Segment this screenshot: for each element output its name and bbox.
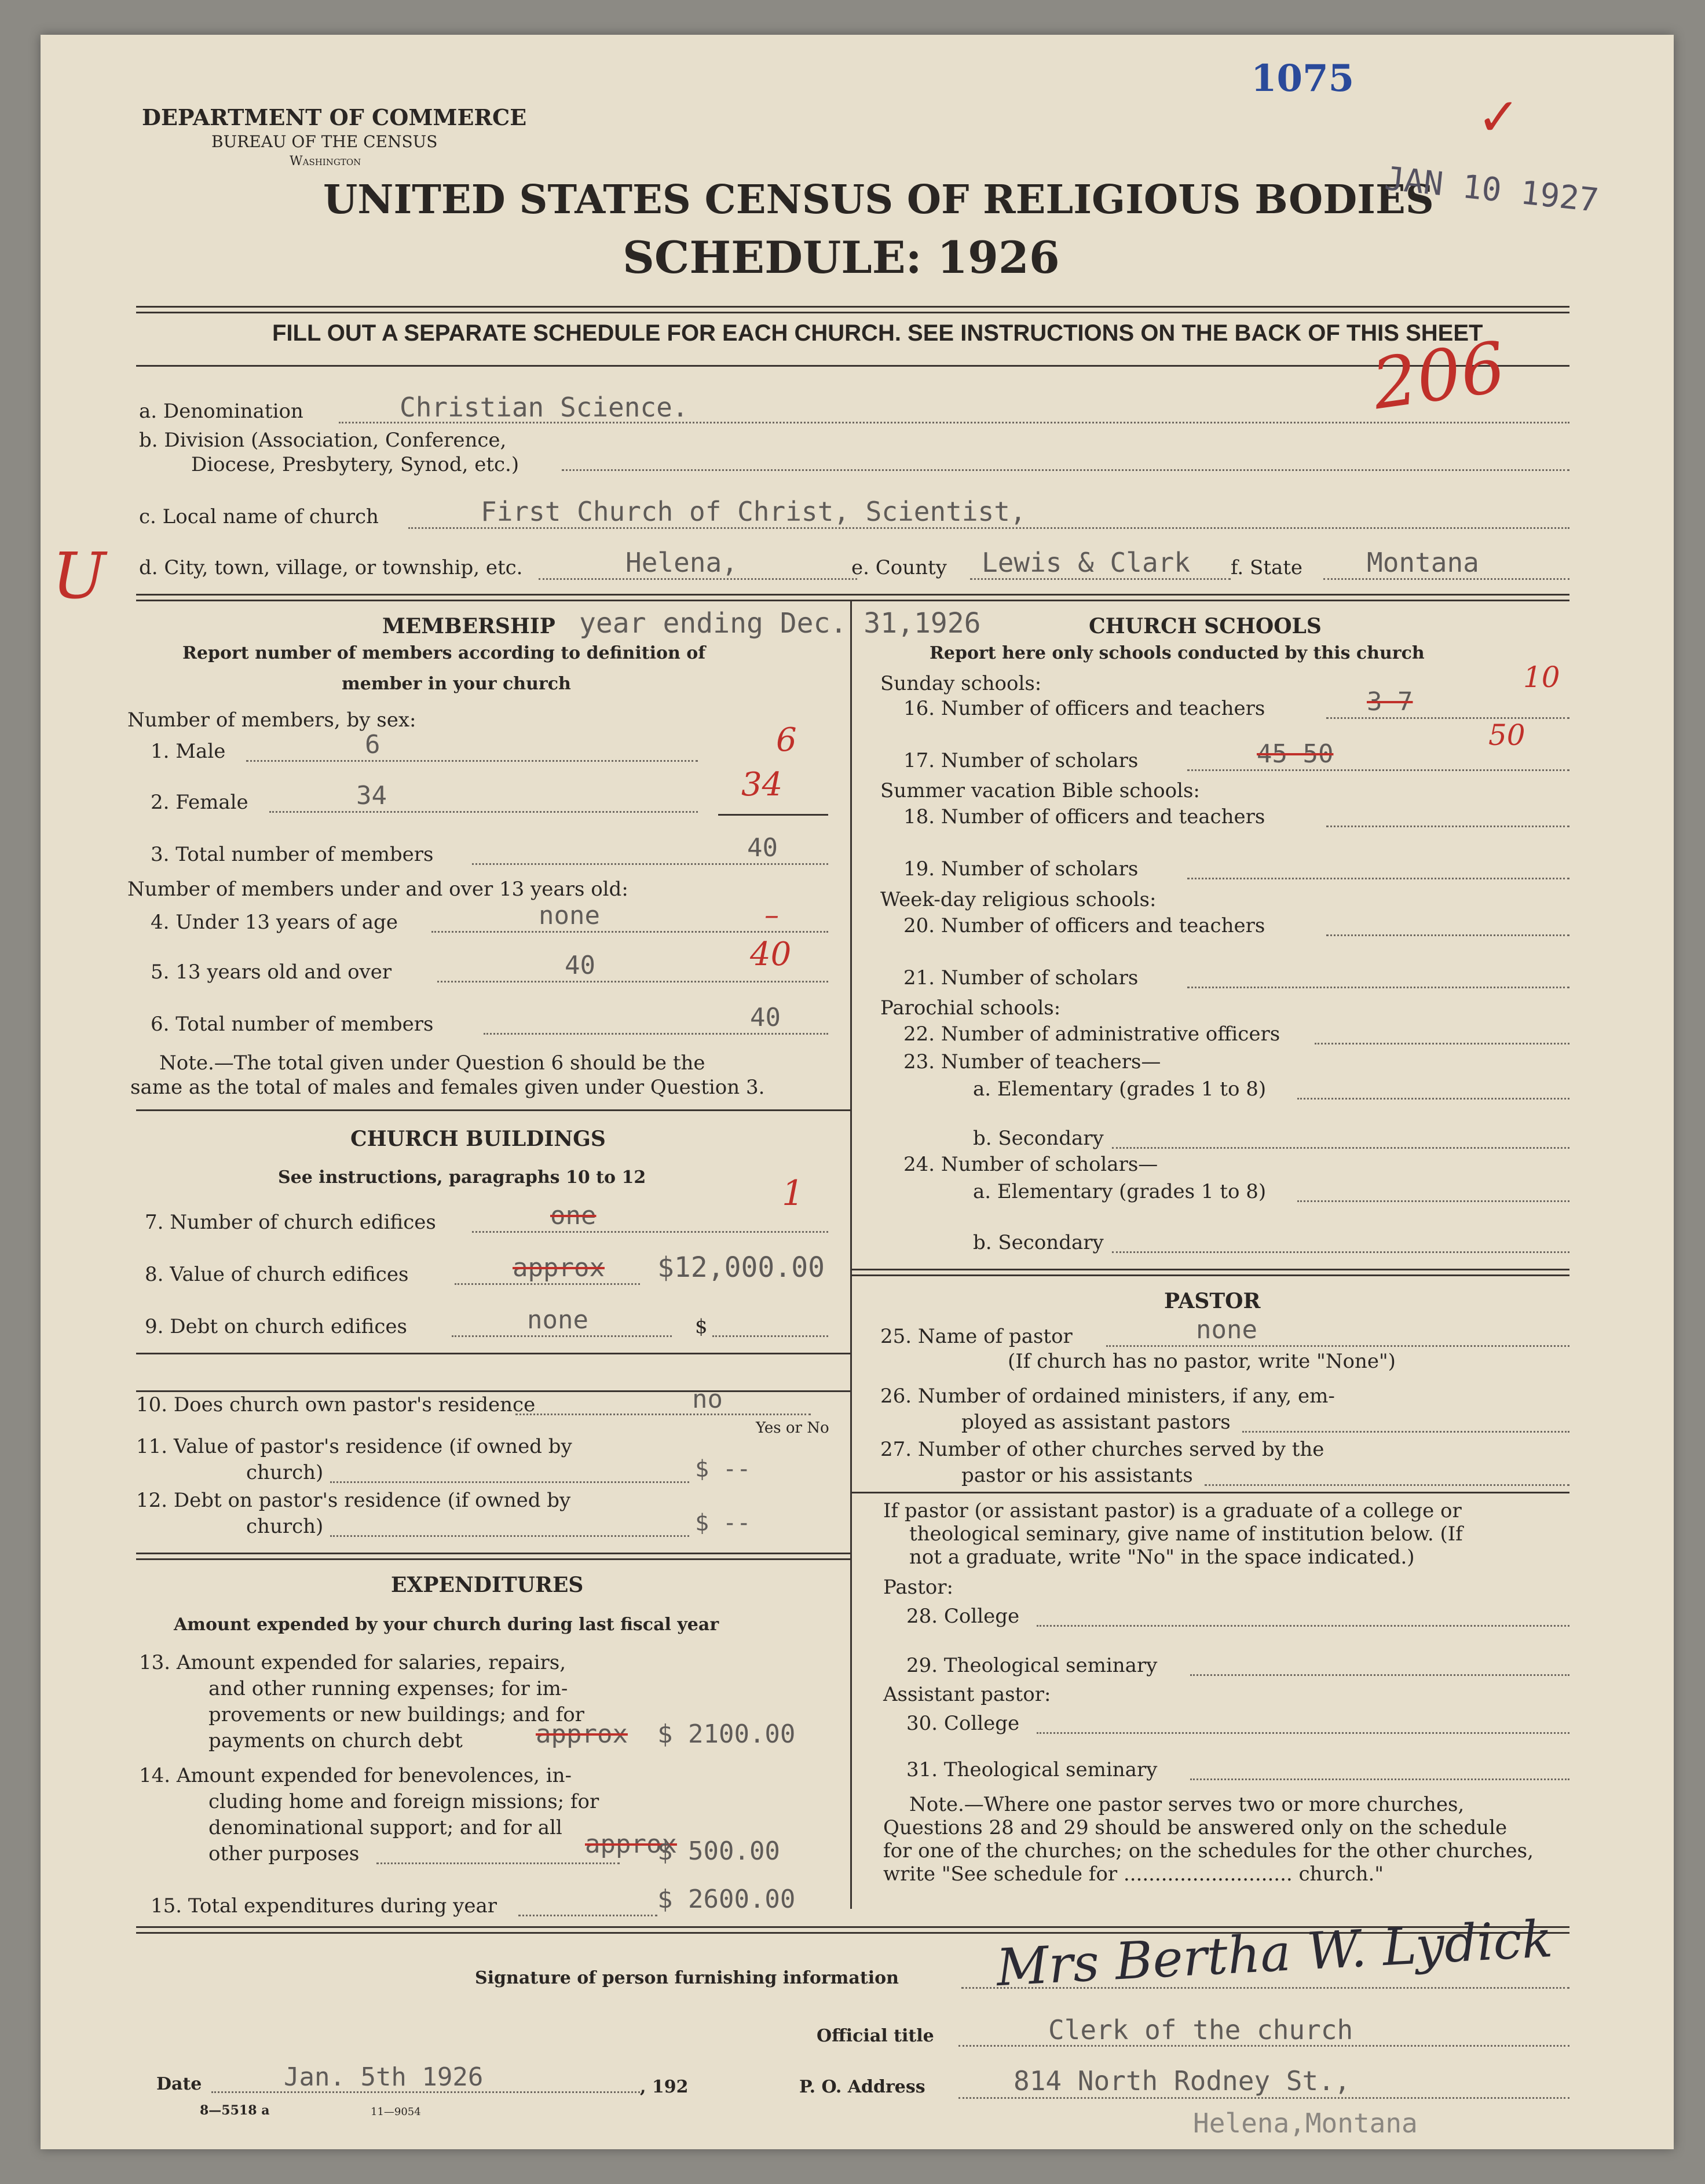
q25-label: 25. Name of pastor <box>880 1325 1073 1348</box>
graduate-note-3: not a graduate, write "No" in the space indicated.) <box>909 1546 1415 1569</box>
q23b-label: b. Secondary <box>973 1127 1104 1150</box>
q27-label: 27. Number of other churches served by the <box>880 1438 1325 1461</box>
pastor-title: PASTOR <box>1164 1289 1261 1313</box>
q10-hint: Yes or No <box>756 1419 829 1437</box>
q26-label: 26. Number of ordained ministers, if any, em- <box>880 1385 1335 1408</box>
official-title-value: Clerk of the church <box>1048 2014 1353 2046</box>
graduate-note-1: If pastor (or assistant pastor) is a graduate of a college or <box>883 1499 1462 1522</box>
q8-label: 8. Value of church edifices <box>145 1263 409 1286</box>
q15-value: $ 2600.00 <box>657 1884 796 1914</box>
q16-typed: 3 7 <box>1367 687 1413 717</box>
handwritten-code: 206 <box>1367 327 1510 426</box>
date-suffix: , 192 <box>640 2077 689 2097</box>
q25-typed: none <box>1196 1315 1257 1345</box>
schedule-year: SCHEDULE: 1926 <box>623 232 1060 283</box>
q7-hand: 1 <box>782 1173 804 1214</box>
q13-label: 13. Amount expended for salaries, repairs, <box>139 1651 566 1674</box>
local-name-label: c. Local name of church <box>139 505 379 528</box>
q11-value: $ -- <box>695 1456 751 1482</box>
bureau-label: BUREAU OF THE CENSUS <box>211 132 438 151</box>
q9-typed: none <box>527 1305 588 1335</box>
q23a-label: a. Elementary (grades 1 to 8) <box>973 1078 1267 1101</box>
q10-typed: no <box>692 1385 723 1414</box>
margin-mark: U <box>52 539 106 613</box>
denomination-label: a. Denomination <box>139 400 303 423</box>
q25-hint: (If church has no pastor, write "None") <box>1008 1350 1396 1373</box>
q1-typed: 6 <box>365 730 380 759</box>
q15-label: 15. Total expenditures during year <box>151 1894 497 1918</box>
membership-note-2: same as the total of males and females given under Question 3. <box>130 1076 765 1099</box>
q5-hand: 40 <box>750 936 792 973</box>
membership-note-1: Note.—The total given under Question 6 should be the <box>159 1051 705 1075</box>
q9-dollar: $ <box>695 1315 708 1338</box>
department-label: DEPARTMENT OF COMMERCE <box>142 104 527 130</box>
schedule-number: 1075 <box>1251 57 1355 100</box>
po-address-label: P. O. Address <box>799 2077 925 2097</box>
buildings-title: CHURCH BUILDINGS <box>350 1127 606 1151</box>
received-date-stamp: JAN 10 1927 <box>1382 159 1601 220</box>
q12-label: 12. Debt on pastor's residence (if owned by <box>136 1489 571 1512</box>
pastor-note-2: Questions 28 and 29 should be answered only on the schedule <box>883 1816 1508 1839</box>
q13-label-3: provements or new buildings; and for <box>208 1703 584 1726</box>
signature: Mrs Bertha W. Lydick <box>994 1908 1554 1998</box>
city-field-label: d. City, town, village, or township, etc. <box>139 556 523 579</box>
q6-typed: 40 <box>750 1003 781 1032</box>
q6-label: 6. Total number of members <box>151 1013 434 1036</box>
q2-typed: 34 <box>356 781 387 810</box>
q26-label-2: ployed as assistant pastors <box>961 1411 1231 1434</box>
q4-label: 4. Under 13 years of age <box>151 911 398 934</box>
q21-label: 21. Number of scholars <box>903 966 1139 989</box>
state-label: f. State <box>1231 556 1302 579</box>
membership-title: MEMBERSHIP <box>382 614 555 638</box>
asst-head: Assistant pastor: <box>883 1683 1051 1706</box>
q7-label: 7. Number of church edifices <box>145 1211 436 1234</box>
city-label: Washington <box>290 154 361 169</box>
q13-typed: approx <box>536 1719 628 1749</box>
q3-label: 3. Total number of members <box>151 843 434 866</box>
q12-label-2: church) <box>246 1515 324 1538</box>
q3-typed: 40 <box>747 833 778 863</box>
schools-sub: Report here only schools conducted by this church <box>930 643 1425 663</box>
q14-typed: approx <box>585 1829 677 1859</box>
pastor-note-3: for one of the churches; on the schedules for the other churches, <box>883 1839 1534 1862</box>
q12-value: $ -- <box>695 1510 751 1536</box>
q5-label: 5. 13 years old and over <box>151 960 392 984</box>
q1-hand: 6 <box>776 721 797 759</box>
q19-label: 19. Number of scholars <box>903 857 1139 881</box>
q24b-label: b. Secondary <box>973 1231 1104 1254</box>
q8-value: $12,000.00 <box>657 1251 825 1284</box>
local-name-value: First Church of Christ, Scientist, <box>481 496 1026 527</box>
pastor-head: Pastor: <box>883 1576 953 1599</box>
q17-hand: 50 <box>1488 718 1525 752</box>
q17-label: 17. Number of scholars <box>903 749 1139 772</box>
po-address-value: 814 North Rodney St., <box>1014 2065 1351 2097</box>
summer-head: Summer vacation Bible schools: <box>880 779 1200 802</box>
q18-label: 18. Number of officers and teachers <box>903 805 1265 828</box>
q27-label-2: pastor or his assistants <box>961 1464 1193 1487</box>
form-title: UNITED STATES CENSUS OF RELIGIOUS BODIES <box>323 177 1434 223</box>
q14-label: 14. Amount expended for benevolences, in- <box>139 1764 572 1787</box>
q17-typed: 45 50 <box>1257 739 1334 769</box>
q5-typed: 40 <box>565 951 595 980</box>
q14-value: $ 500.00 <box>657 1836 780 1866</box>
expenditures-sub: Amount expended by your church during last fiscal year <box>174 1615 719 1635</box>
q16-hand: 10 <box>1523 660 1560 694</box>
parochial-head: Parochial schools: <box>880 996 1061 1020</box>
q1-label: 1. Male <box>151 740 226 763</box>
q28-label: 28. College <box>906 1605 1020 1628</box>
pastor-note-1: Note.—Where one pastor serves two or more churches, <box>909 1793 1465 1816</box>
q24a-label: a. Elementary (grades 1 to 8) <box>973 1180 1267 1203</box>
q2-hand: 34 <box>741 766 783 804</box>
division-label: b. Division (Association, Conference, <box>139 429 507 452</box>
q13-value: $ 2100.00 <box>657 1719 796 1749</box>
q14-label-4: other purposes <box>208 1842 360 1865</box>
po-address-value-2: Helena,Montana <box>1193 2108 1418 2139</box>
print-number: 11—9054 <box>371 2106 421 2118</box>
date-value: Jan. 5th 1926 <box>284 2062 484 2092</box>
buildings-sub: See instructions, paragraphs 10 to 12 <box>278 1167 646 1188</box>
q8-typed: approx <box>513 1253 605 1283</box>
q16-label: 16. Number of officers and teachers <box>903 697 1265 720</box>
instruction-bar: FILL OUT A SEPARATE SCHEDULE FOR EACH CHURCH. SEE INSTRUCTIONS ON THE BACK OF THIS SHEET <box>272 320 1483 346</box>
date-label: Date <box>156 2074 202 2094</box>
graduate-note-2: theological seminary, give name of institution below. (If <box>909 1522 1463 1546</box>
q22-label: 22. Number of administrative officers <box>903 1022 1280 1046</box>
q2-label: 2. Female <box>151 791 248 814</box>
q23-label: 23. Number of teachers— <box>903 1050 1161 1073</box>
official-title-label: Official title <box>817 2026 934 2046</box>
expenditures-title: EXPENDITURES <box>391 1573 584 1597</box>
membership-sub2: member in your church <box>342 674 571 694</box>
q14-label-2: cluding home and foreign missions; for <box>208 1790 599 1813</box>
q9-label: 9. Debt on church edifices <box>145 1315 407 1338</box>
by-sex-label: Number of members, by sex: <box>127 708 416 732</box>
q11-label-2: church) <box>246 1461 324 1484</box>
q4-hand: – <box>764 898 779 932</box>
q30-label: 30. College <box>906 1712 1020 1735</box>
signature-label: Signature of person furnishing information <box>475 1968 899 1988</box>
q24-label: 24. Number of scholars— <box>903 1153 1158 1176</box>
q7-typed: one <box>550 1201 597 1230</box>
weekday-head: Week-day religious schools: <box>880 888 1157 911</box>
membership-year: year ending Dec. 31,1926 <box>579 607 981 640</box>
q11-label: 11. Value of pastor's residence (if owned by <box>136 1435 572 1458</box>
sunday-head: Sunday schools: <box>880 672 1042 695</box>
q13-label-2: and other running expenses; for im- <box>208 1677 568 1700</box>
county-label: e. County <box>851 556 947 579</box>
county-value: Lewis & Clark <box>982 547 1191 578</box>
census-schedule-sheet <box>41 35 1674 2149</box>
state-value: Montana <box>1367 547 1479 578</box>
form-number: 8—5518 a <box>200 2103 270 2118</box>
q29-label: 29. Theological seminary <box>906 1654 1158 1677</box>
q20-label: 20. Number of officers and teachers <box>903 914 1265 937</box>
q31-label: 31. Theological seminary <box>906 1758 1158 1781</box>
pastor-note-4: write "See schedule for ........................... church." <box>883 1862 1384 1886</box>
division-label-2: Diocese, Presbytery, Synod, etc.) <box>191 453 519 476</box>
q4-typed: none <box>539 901 600 930</box>
check-mark: ✓ <box>1477 87 1521 148</box>
q10-label: 10. Does church own pastor's residence <box>136 1393 536 1416</box>
age-head: Number of members under and over 13 years old: <box>127 878 628 901</box>
q13-label-4: payments on church debt <box>208 1729 463 1752</box>
q14-label-3: denominational support; and for all <box>208 1816 562 1839</box>
membership-sub1: Report number of members according to definition of <box>182 643 706 663</box>
schools-title: CHURCH SCHOOLS <box>1089 614 1322 638</box>
denomination-value: Christian Science. <box>400 392 689 423</box>
city-field-value: Helena, <box>625 547 738 578</box>
